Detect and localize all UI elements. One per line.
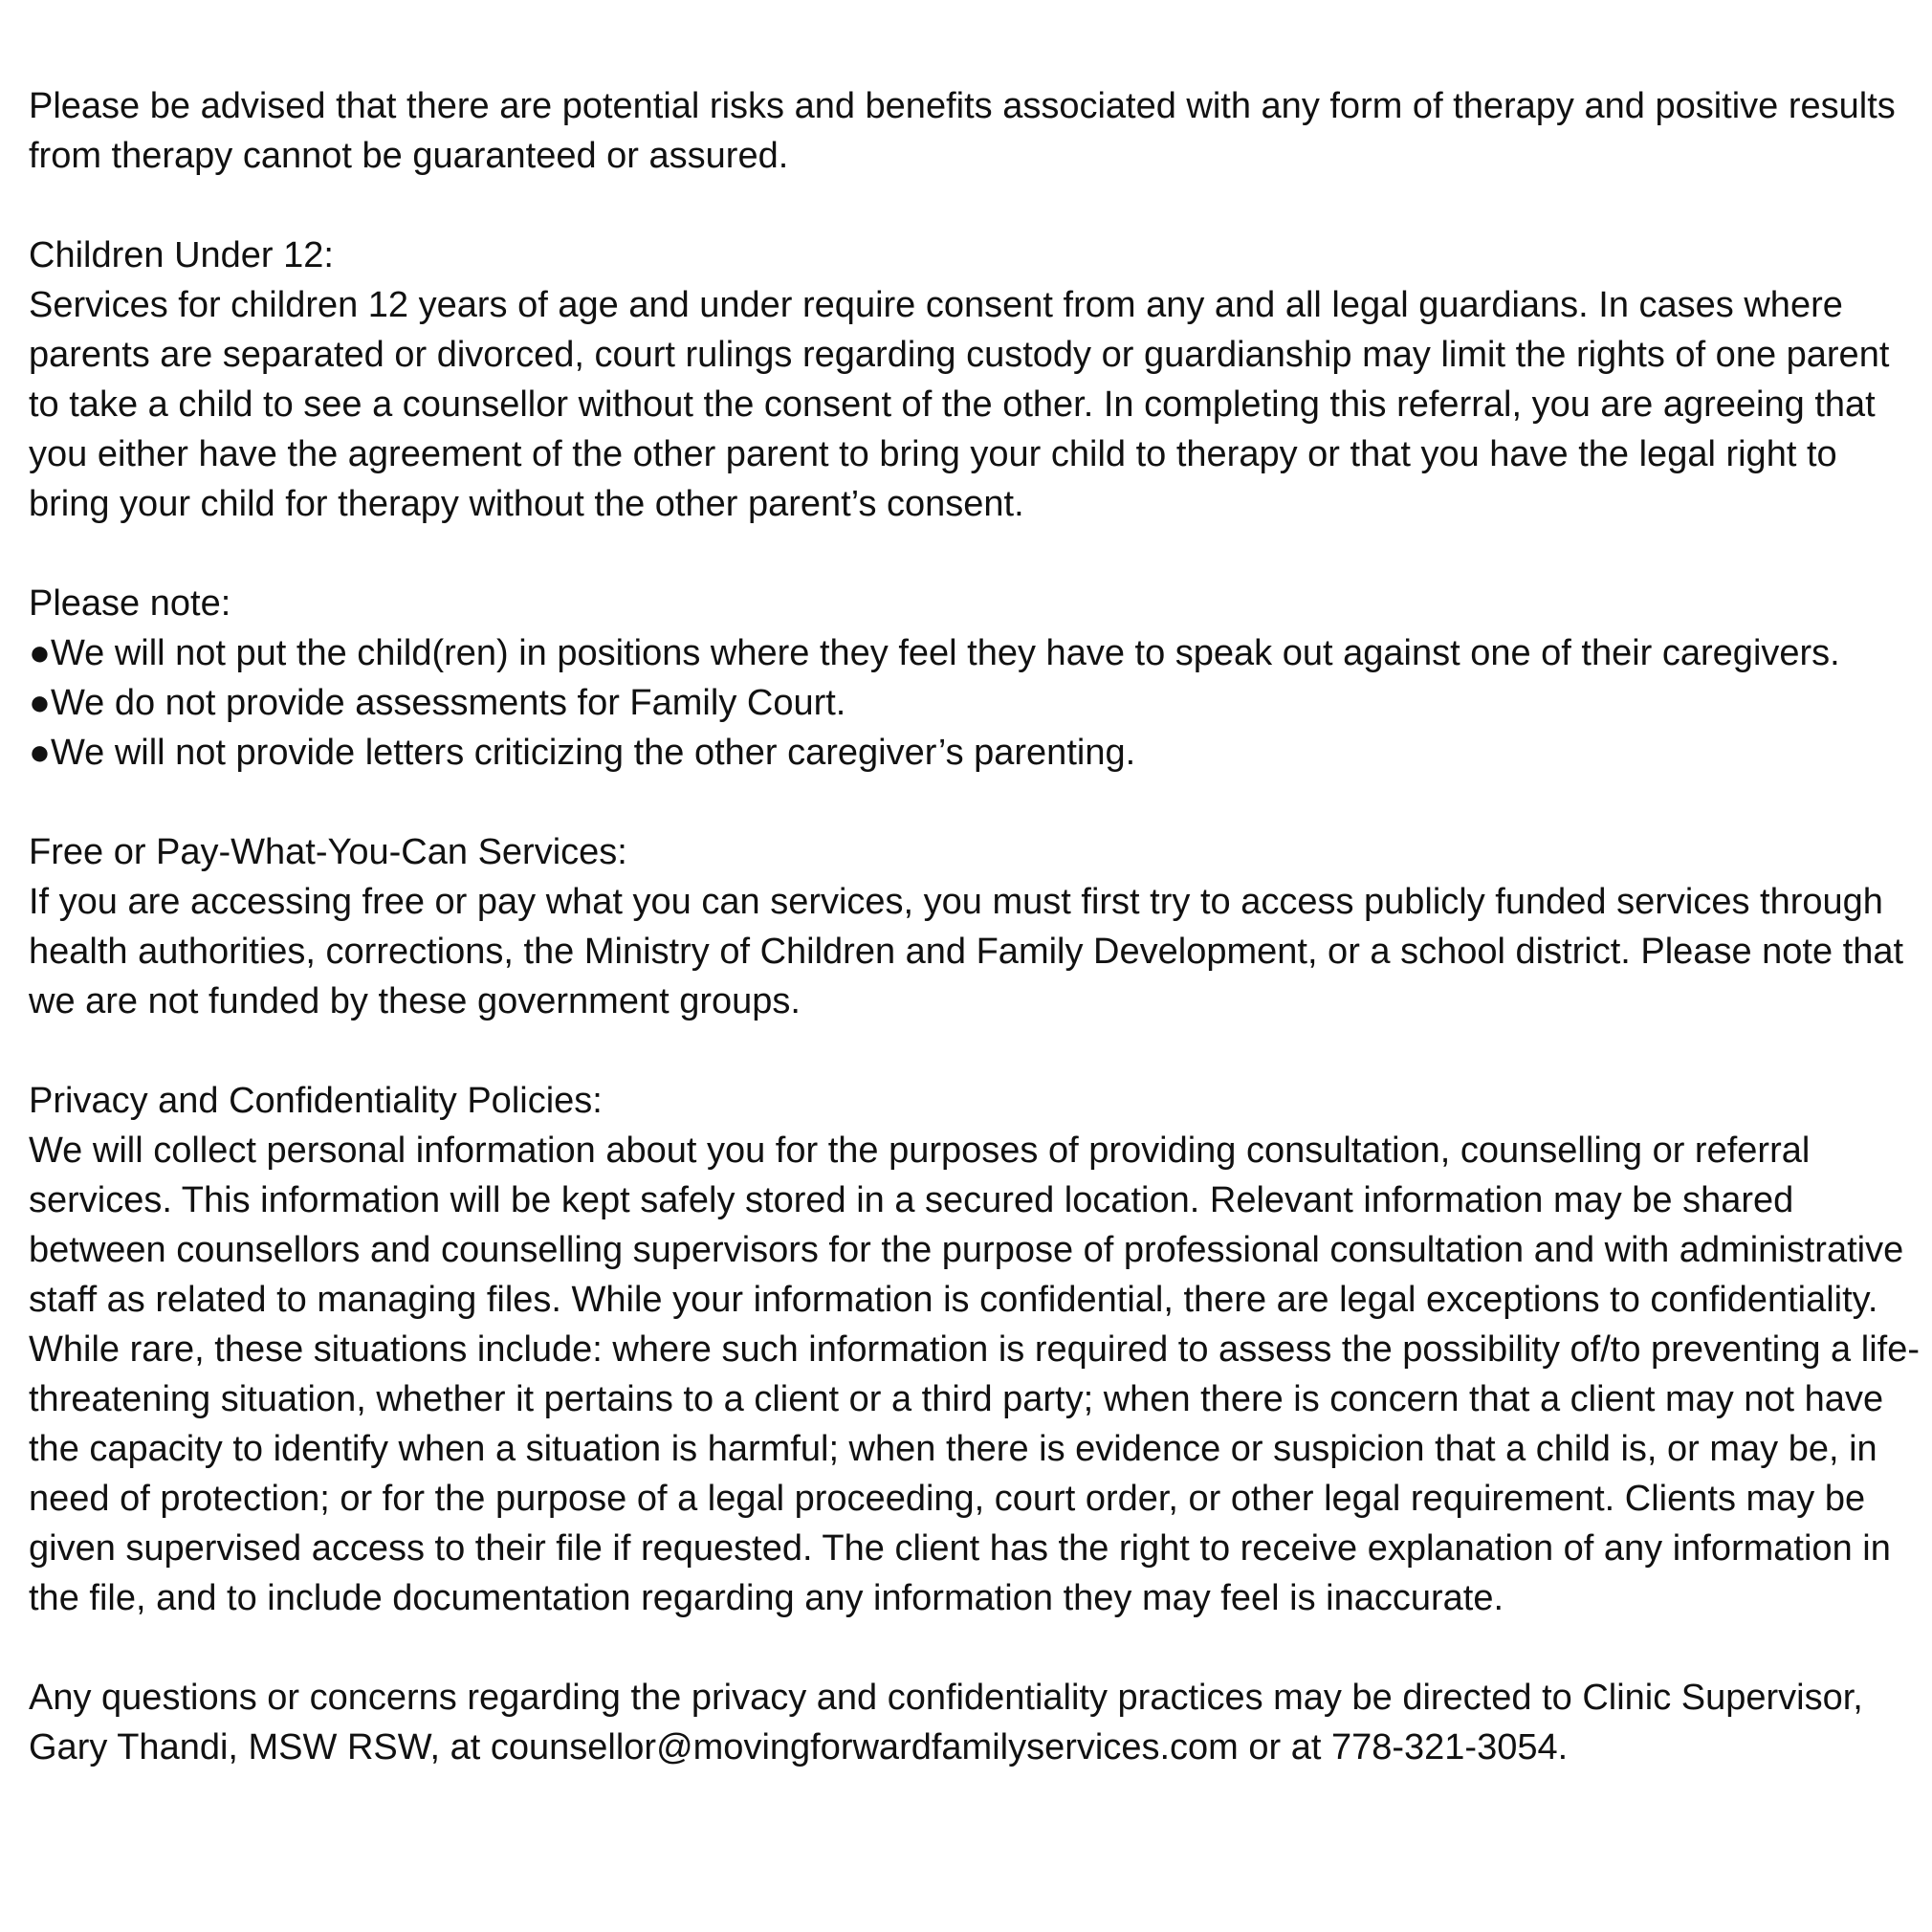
intro-paragraph: Please be advised that there are potential risks and benefits associated with any form of therapy and positive results from therapy cannot be guaranteed or assured. xyxy=(29,86,1896,176)
please-note-section xyxy=(29,579,1927,778)
children-under-12-heading: Children Under 12: xyxy=(29,235,334,275)
bullet-item-no-letters xyxy=(29,728,1927,778)
bullet-item-no-positions xyxy=(29,628,1927,678)
children-under-12-section xyxy=(29,231,1927,529)
privacy-heading: Privacy and Confidentiality Policies: xyxy=(29,1081,603,1121)
bullet-text: We will not put the child(ren) in positions where they feel they have to speak out against one of their caregivers. xyxy=(50,633,1840,673)
bullet-icon: ● xyxy=(29,683,51,723)
intro-section xyxy=(29,81,1927,181)
bullet-text: We will not provide letters criticizing the other caregiver’s parenting. xyxy=(50,733,1136,773)
free-services-section xyxy=(29,827,1927,1026)
contact-section xyxy=(29,1673,1927,1772)
free-services-paragraph: If you are accessing free or pay what you can services, you must first try to access publicly funded services through health authorities, corrections, the Ministry of Children and Family Development, or a school district. Please note that we are not funded by these government groups. xyxy=(29,882,1904,1021)
bullet-item-no-assessments xyxy=(29,678,1927,728)
bullet-icon: ● xyxy=(29,733,51,773)
bullet-text: We do not provide assessments for Family Court. xyxy=(50,683,846,723)
please-note-heading: Please note: xyxy=(29,583,231,624)
privacy-section xyxy=(29,1076,1927,1623)
free-services-heading: Free or Pay-What-You-Can Services: xyxy=(29,832,627,872)
bullet-icon: ● xyxy=(29,633,51,673)
privacy-paragraph: We will collect personal information about you for the purposes of providing consultation, counselling or referral services. This information will be kept safely stored in a secured location. Relevant information may be shared between counsellors and counselling supervisors for the purpose of professional consultation and with administrative staff as related to managing files. While your information is confidential, there are legal exceptions to confidentiality. While rare, these situations include: where such information is required to assess the possibility of/to preventing a life-threatening situation, whether it pertains to a client or a third party; when there is concern that a client may not have the capacity to identify when a situation is harmful; when there is evidence or suspicion that a child is, or may be, in need of protection; or for the purpose of a legal proceeding, court order, or other legal requirement. Clients may be given supervised access to their file if requested. The client has the right to receive explanation of any information in the file, and to include documentation regarding any information they may feel is inaccurate. xyxy=(29,1131,1920,1618)
children-under-12-paragraph: Services for children 12 years of age and under require consent from any and all legal guardians. In cases where parents are separated or divorced, court rulings regarding custody or guardianship may limit the rights of one parent to take a child to see a counsellor without the consent of the other. In completing this referral, you are agreeing that you either have the agreement of the other parent to bring your child to therapy or that you have the legal right to bring your child for therapy without the other parent’s consent. xyxy=(29,285,1890,524)
document-page xyxy=(29,81,1927,1822)
contact-paragraph: Any questions or concerns regarding the privacy and confidentiality practices may be directed to Clinic Supervisor, Gary Thandi, MSW RSW, at counsellor@movingforwardfamilyservices.com or at 778-321-3054. xyxy=(29,1678,1863,1767)
